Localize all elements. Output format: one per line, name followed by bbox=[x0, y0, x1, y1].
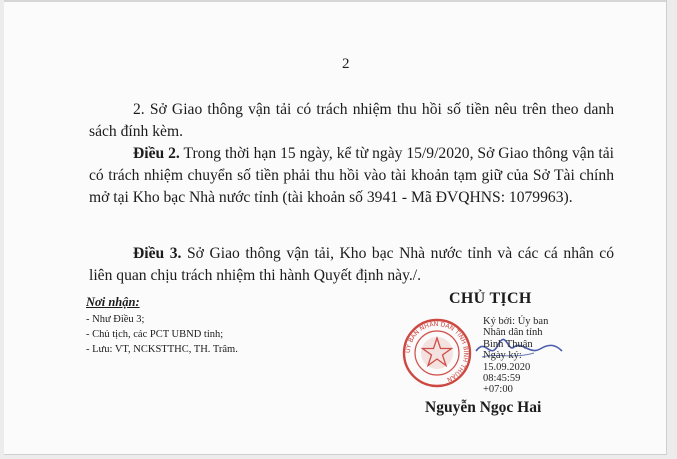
digital-signature-info bbox=[483, 316, 548, 396]
article-3-label: Điều 3. bbox=[133, 245, 182, 262]
recipients-title: Nơi nhận: bbox=[86, 295, 140, 309]
article-3 bbox=[89, 243, 614, 287]
recipient-item: - Chủ tịch, các PCT UBND tỉnh; bbox=[86, 329, 224, 340]
signer-name: Nguyễn Ngọc Hai bbox=[425, 399, 542, 416]
recipient-item: - Như Điều 3; bbox=[86, 314, 145, 325]
recipients-block bbox=[86, 295, 238, 357]
article-2 bbox=[89, 143, 614, 209]
seal-text: ỦY BAN NHÂN DÂN TỈNH BÌNH THUẬN bbox=[404, 320, 470, 383]
article-2-text: Trong thời hạn 15 ngày, kể từ ngày 15/9/2020, Sở Giao thông vận tải có trách nhiệm chuyển số tiền phải thu hồi vào tài khoản tạm giữ của Sở Tài chính mở tại Kho bạc Nhà nước tỉnh (tài khoản số 3941 - Mã ĐVQHNS: 1079963). bbox=[89, 145, 615, 206]
signature-line: Bình Thuận bbox=[483, 338, 533, 350]
signature-line: 08:45:59 bbox=[483, 373, 521, 385]
article-2-label: Điều 2. bbox=[133, 145, 180, 162]
paragraph-clause-2: 2. Sở Giao thông vận tải có trách nhiệm thu hồi số tiền nêu trên theo danh sách đính kèm. bbox=[89, 101, 614, 140]
signature-line: 15.09.2020 bbox=[483, 361, 531, 373]
signature-line: Ký bởi: Ủy ban bbox=[483, 316, 549, 327]
article-3-text: Sở Giao thông vận tải, Kho bạc Nhà nước tỉnh và các cá nhân có liên quan chịu trách nhiệm thi hành Quyết định này./. bbox=[89, 245, 614, 284]
signature-line: Ngày ký: bbox=[483, 350, 522, 362]
page-top-edge bbox=[4, 0, 666, 2]
signature-line: Nhân dân tỉnh bbox=[483, 327, 543, 339]
signature-line: +07:00 bbox=[483, 384, 513, 396]
page-number: 2 bbox=[342, 56, 350, 72]
document-page bbox=[4, 0, 667, 455]
signer-role: CHỦ TỊCH bbox=[449, 290, 532, 307]
recipient-item: - Lưu: VT, NCKSTTHC, TH. Trâm. bbox=[86, 344, 238, 355]
official-seal-stamp bbox=[402, 318, 472, 388]
